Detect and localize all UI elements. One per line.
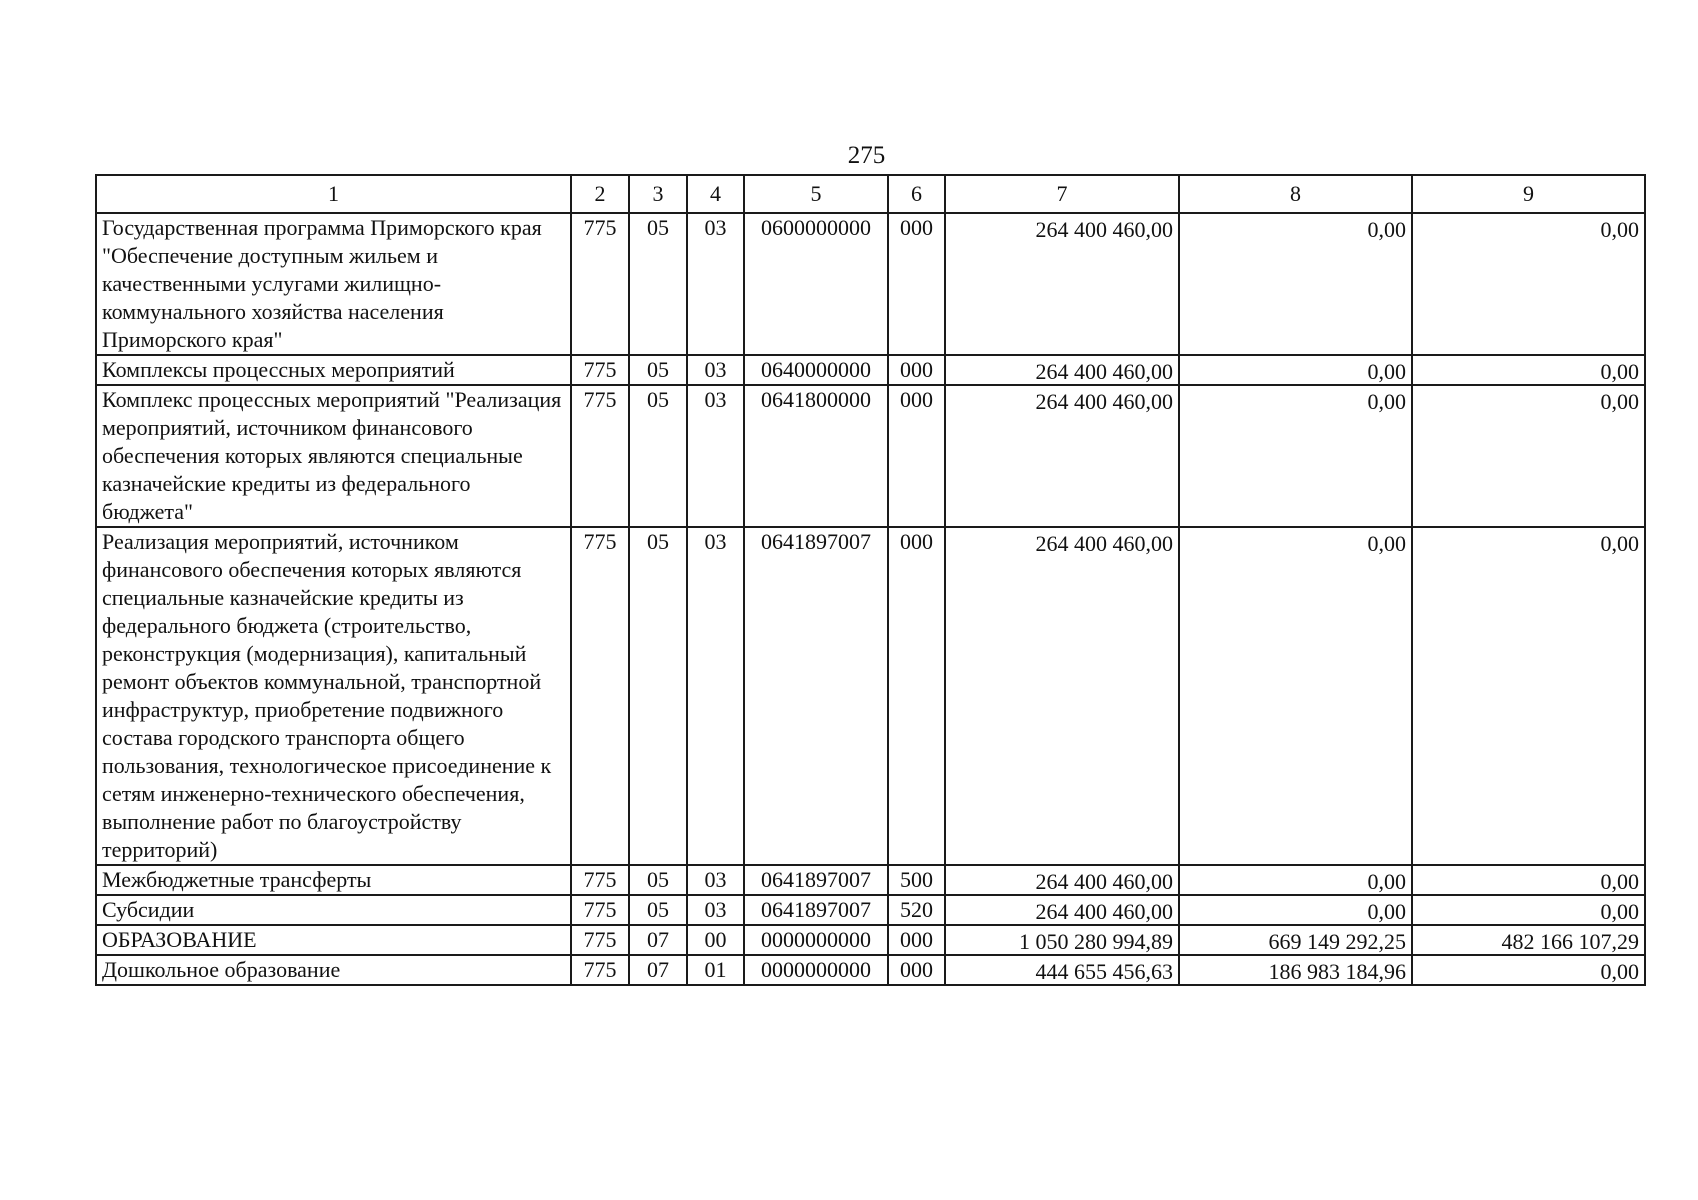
ministry-code: 775 bbox=[571, 955, 629, 985]
amount-col9: 0,00 bbox=[1600, 899, 1639, 924]
subsection-code: 03 bbox=[687, 895, 744, 925]
amount-col8: 0,00 bbox=[1367, 869, 1406, 894]
table-row bbox=[96, 895, 1645, 925]
section-code: 07 bbox=[629, 925, 687, 955]
target-article-code: 0600000000 bbox=[744, 213, 888, 355]
amount-col7: 264 400 460,00 bbox=[1035, 869, 1173, 894]
budget-table bbox=[95, 174, 1646, 986]
section-code: 05 bbox=[629, 865, 687, 895]
row-name: Дошкольное образование bbox=[96, 955, 571, 985]
row-name: Межбюджетные трансферты bbox=[96, 865, 571, 895]
section-code: 05 bbox=[629, 385, 687, 527]
amount-col9: 0,00 bbox=[1600, 389, 1639, 414]
target-article-code: 0640000000 bbox=[744, 355, 888, 385]
row-name: Субсидии bbox=[96, 895, 571, 925]
target-article-code: 0000000000 bbox=[744, 955, 888, 985]
subsection-code: 01 bbox=[687, 955, 744, 985]
header-cell: 1 bbox=[96, 175, 571, 213]
ministry-code: 775 bbox=[571, 527, 629, 865]
subsection-code: 03 bbox=[687, 527, 744, 865]
target-article-code: 0000000000 bbox=[744, 925, 888, 955]
subsection-code: 03 bbox=[687, 355, 744, 385]
amount-col8: 0,00 bbox=[1367, 217, 1406, 242]
amount-col8: 0,00 bbox=[1367, 899, 1406, 924]
section-code: 07 bbox=[629, 955, 687, 985]
subsection-code: 03 bbox=[687, 213, 744, 355]
ministry-code: 775 bbox=[571, 355, 629, 385]
ministry-code: 775 bbox=[571, 385, 629, 527]
expense-type-code: 000 bbox=[888, 527, 945, 865]
section-code: 05 bbox=[629, 895, 687, 925]
amount-col9: 0,00 bbox=[1600, 869, 1639, 894]
table-header-row bbox=[96, 175, 1645, 213]
subsection-code: 00 bbox=[687, 925, 744, 955]
row-name: Комплексы процессных мероприятий bbox=[96, 355, 571, 385]
row-name: Комплекс процессных мероприятий "Реализация мероприятий, источником финансового обеспечения которых являются специальные казначейские кредиты из федерального бюджета" bbox=[96, 385, 571, 527]
amount-col8: 0,00 bbox=[1367, 389, 1406, 414]
target-article-code: 0641897007 bbox=[744, 895, 888, 925]
header-cell: 6 bbox=[888, 175, 945, 213]
amount-col8: 669 149 292,25 bbox=[1268, 929, 1406, 954]
table-row bbox=[96, 955, 1645, 985]
target-article-code: 0641800000 bbox=[744, 385, 888, 527]
table-row bbox=[96, 355, 1645, 385]
header-cell: 7 bbox=[945, 175, 1179, 213]
table-row bbox=[96, 527, 1645, 865]
table-row bbox=[96, 925, 1645, 955]
amount-col7: 264 400 460,00 bbox=[1035, 389, 1173, 414]
section-code: 05 bbox=[629, 213, 687, 355]
section-code: 05 bbox=[629, 527, 687, 865]
amount-col8: 0,00 bbox=[1367, 531, 1406, 556]
row-name: Реализация мероприятий, источником финансового обеспечения которых являются специальные казначейские кредиты из федерального бюджета (строительство, реконструкция (модернизация), капитальный ремонт объектов коммунальной, транспортной инфраструктур, приобретение подвижного состава городского транспорта общего пользования, технологическое присоединение к сетям инженерно-технического обеспечения, выполнение работ по благоустройству территорий) bbox=[96, 527, 571, 865]
amount-col7: 444 655 456,63 bbox=[1035, 959, 1173, 984]
amount-col7: 264 400 460,00 bbox=[1035, 359, 1173, 384]
header-cell: 9 bbox=[1412, 175, 1645, 213]
expense-type-code: 000 bbox=[888, 385, 945, 527]
subsection-code: 03 bbox=[687, 865, 744, 895]
header-cell: 8 bbox=[1179, 175, 1412, 213]
row-name: ОБРАЗОВАНИЕ bbox=[96, 925, 571, 955]
ministry-code: 775 bbox=[571, 925, 629, 955]
subsection-code: 03 bbox=[687, 385, 744, 527]
target-article-code: 0641897007 bbox=[744, 527, 888, 865]
expense-type-code: 520 bbox=[888, 895, 945, 925]
amount-col7: 1 050 280 994,89 bbox=[1019, 929, 1173, 954]
header-cell: 3 bbox=[629, 175, 687, 213]
target-article-code: 0641897007 bbox=[744, 865, 888, 895]
amount-col8: 186 983 184,96 bbox=[1268, 959, 1406, 984]
amount-col9: 0,00 bbox=[1600, 959, 1639, 984]
amount-col8: 0,00 bbox=[1367, 359, 1406, 384]
header-cell: 4 bbox=[687, 175, 744, 213]
table-row bbox=[96, 385, 1645, 527]
expense-type-code: 000 bbox=[888, 213, 945, 355]
amount-col9: 0,00 bbox=[1600, 359, 1639, 384]
expense-type-code: 000 bbox=[888, 925, 945, 955]
header-cell: 2 bbox=[571, 175, 629, 213]
amount-col9: 0,00 bbox=[1600, 217, 1639, 242]
amount-col9: 482 166 107,29 bbox=[1501, 929, 1639, 954]
expense-type-code: 000 bbox=[888, 355, 945, 385]
section-code: 05 bbox=[629, 355, 687, 385]
ministry-code: 775 bbox=[571, 895, 629, 925]
amount-col7: 264 400 460,00 bbox=[1035, 531, 1173, 556]
ministry-code: 775 bbox=[571, 865, 629, 895]
ministry-code: 775 bbox=[571, 213, 629, 355]
amount-col9: 0,00 bbox=[1600, 531, 1639, 556]
amount-col7: 264 400 460,00 bbox=[1035, 217, 1173, 242]
expense-type-code: 500 bbox=[888, 865, 945, 895]
expense-type-code: 000 bbox=[888, 955, 945, 985]
page-number: 275 bbox=[847, 142, 886, 169]
table-row bbox=[96, 865, 1645, 895]
amount-col7: 264 400 460,00 bbox=[1035, 899, 1173, 924]
table-row bbox=[96, 213, 1645, 355]
header-cell: 5 bbox=[744, 175, 888, 213]
row-name: Государственная программа Приморского края "Обеспечение доступным жильем и качественными услугами жилищно-коммунального хозяйства населения Приморского края" bbox=[96, 213, 571, 355]
